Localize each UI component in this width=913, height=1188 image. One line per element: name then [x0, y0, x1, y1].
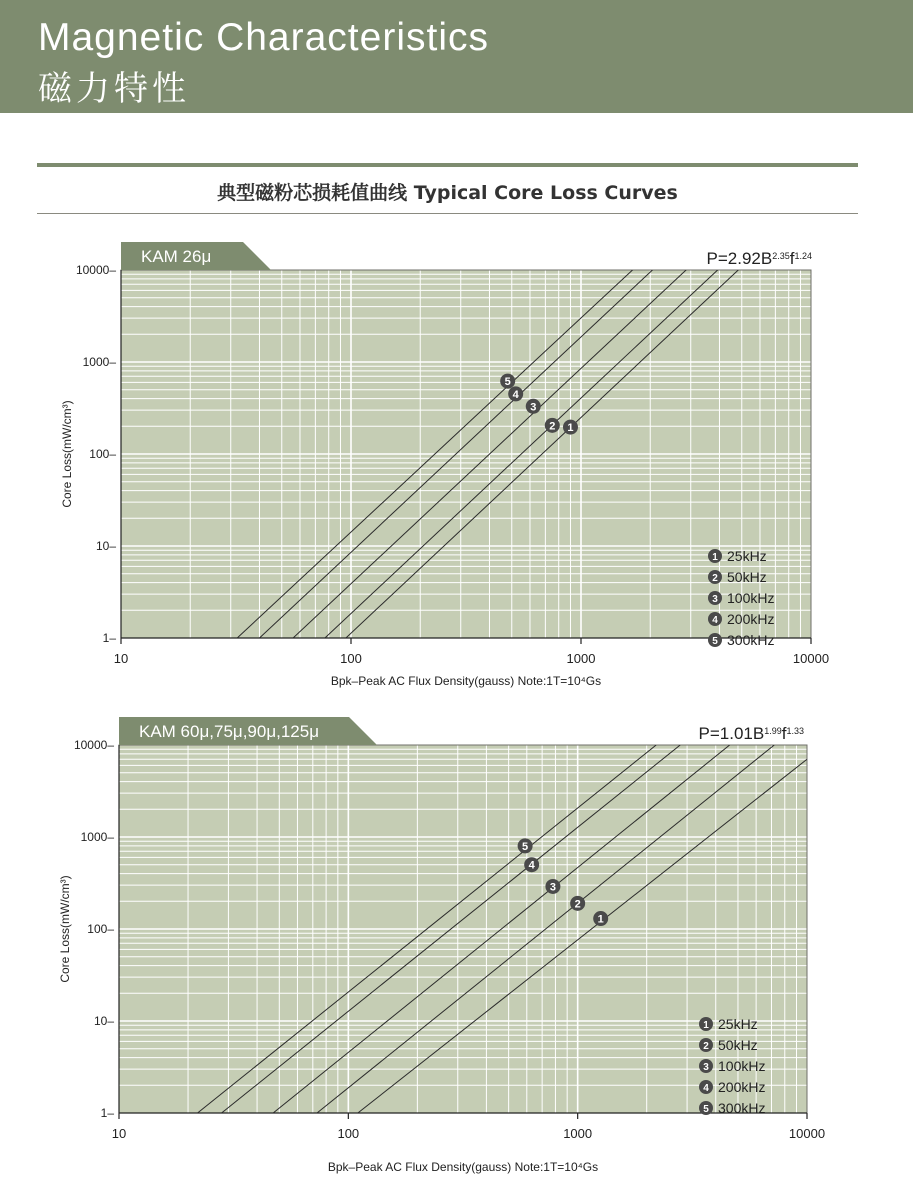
- legend-marker-label: 2: [712, 573, 718, 584]
- legend-label: 300kHz: [727, 632, 775, 648]
- legend-marker-label: 1: [712, 552, 718, 563]
- y-tick-label: 1–: [102, 631, 116, 645]
- y-tick-label: 10–: [95, 539, 116, 553]
- chart-tab-label: KAM 60μ,75μ,90μ,125μ: [139, 722, 320, 741]
- chart-formula: [707, 249, 813, 268]
- formula-exponent: 2.35: [772, 251, 790, 261]
- page-subtitle: 磁力特性: [38, 69, 190, 109]
- chart-tab-label: KAM 26μ: [141, 247, 212, 266]
- legend-marker-label: 2: [703, 1041, 709, 1052]
- series-marker-label: 2: [574, 898, 581, 911]
- y-axis-label: Core Loss(mW/cm³): [60, 400, 74, 508]
- series-marker-label: 1: [597, 913, 604, 926]
- page-title: Magnetic Characteristics: [38, 16, 489, 59]
- x-tick-label: 1000: [566, 651, 596, 666]
- y-tick-label: 10–: [93, 1014, 114, 1028]
- legend-label: 25kHz: [727, 548, 767, 564]
- legend-marker-label: 3: [712, 594, 718, 605]
- y-tick-label: 1000–: [82, 355, 116, 369]
- y-tick-label: 10000–: [75, 263, 116, 277]
- chart-kam-60-125: [0, 710, 913, 1185]
- legend-marker-label: 5: [703, 1104, 709, 1115]
- y-axis-label: Core Loss(mW/cm³): [58, 875, 72, 983]
- series-marker-label: 5: [504, 376, 511, 389]
- x-tick-label: 1000: [563, 1126, 593, 1141]
- formula-exponent: 1.24: [794, 251, 812, 261]
- series-marker-label: 1: [567, 422, 574, 435]
- y-tick-label: 1–: [100, 1106, 114, 1120]
- series-marker-label: 3: [549, 881, 556, 894]
- formula-part: f: [781, 724, 787, 743]
- x-tick-label: 100: [340, 651, 362, 666]
- formula-exponent: 1.33: [786, 726, 804, 736]
- x-tick-label: 100: [337, 1126, 360, 1141]
- formula-part: P=1.01B: [698, 724, 765, 743]
- legend-marker-label: 3: [703, 1062, 709, 1073]
- legend-marker-label: 4: [712, 615, 718, 626]
- legend-label: 200kHz: [718, 1079, 766, 1095]
- x-axis-label: Bpk–Peak AC Flux Density(gauss) Note:1T=10⁴Gs: [330, 674, 602, 688]
- legend-marker-label: 5: [712, 636, 718, 647]
- x-tick-label: 10000: [792, 651, 830, 666]
- series-marker-label: 5: [522, 840, 529, 853]
- y-tick-label: 10000–: [73, 738, 114, 752]
- formula-part: P=2.92B: [706, 249, 773, 268]
- y-tick-label: 100–: [87, 922, 114, 936]
- chart-kam-26: [0, 236, 913, 696]
- series-marker-label: 4: [512, 388, 519, 401]
- header-band: [0, 0, 913, 113]
- section-rule-bottom: [37, 213, 858, 214]
- legend-label: 200kHz: [727, 611, 775, 627]
- x-tick-label: 10: [113, 651, 129, 666]
- y-tick-label: 100–: [89, 447, 116, 461]
- series-marker-label: 2: [549, 420, 556, 433]
- formula-part: f: [789, 249, 795, 268]
- legend-label: 50kHz: [727, 569, 767, 585]
- formula-exponent: 1.99: [764, 726, 782, 736]
- legend-label: 50kHz: [718, 1037, 758, 1053]
- legend-label: 100kHz: [727, 590, 775, 606]
- legend-label: 25kHz: [718, 1016, 758, 1032]
- y-tick-label: 1000–: [80, 830, 114, 844]
- section-title: 典型磁粉芯损耗值曲线 Typical Core Loss Curves: [217, 182, 678, 204]
- section-rule-top: [37, 163, 858, 167]
- series-marker-label: 4: [528, 859, 535, 872]
- legend-marker-label: 1: [703, 1020, 709, 1031]
- x-tick-label: 10000: [788, 1126, 826, 1141]
- series-marker-label: 3: [530, 401, 537, 414]
- legend-label: 100kHz: [718, 1058, 766, 1074]
- x-tick-label: 10: [111, 1126, 127, 1141]
- legend-marker-label: 4: [703, 1083, 709, 1094]
- x-axis-label: Bpk–Peak AC Flux Density(gauss) Note:1T=10⁴Gs: [327, 1160, 599, 1174]
- legend-label: 300kHz: [718, 1100, 766, 1116]
- chart-formula: [699, 724, 805, 743]
